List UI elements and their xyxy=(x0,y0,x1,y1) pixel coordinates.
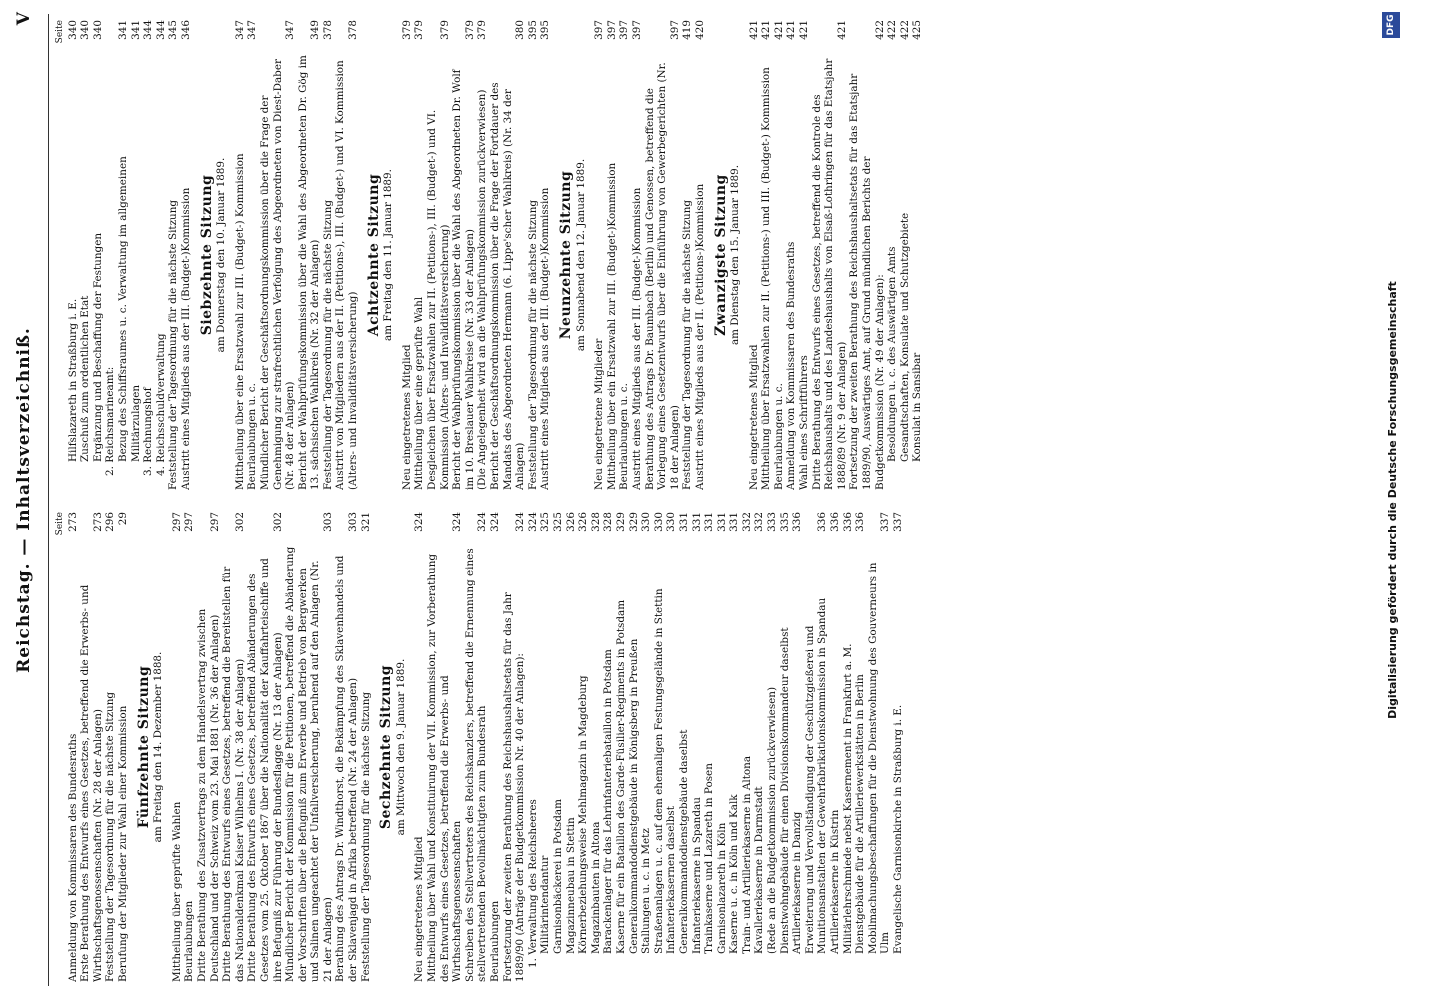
toc-entry-page: 421 xyxy=(772,20,785,40)
toc-entry xyxy=(180,20,193,490)
toc-entry-text: Beurlaubungen u. c. xyxy=(246,383,259,490)
toc-entry xyxy=(539,20,552,490)
toc-entry xyxy=(246,20,259,490)
left-column xyxy=(54,512,1394,982)
section-date: am Donnerstag den 10. Januar 1889. xyxy=(215,157,228,353)
toc-entry xyxy=(413,20,426,490)
right-top-entries xyxy=(67,20,193,490)
toc-entry-page: 421 xyxy=(760,20,773,40)
toc-entry-text: Garnisonbäckerei in Potsdam xyxy=(551,799,564,954)
toc-entry-text: Erweiterung und Vervollständigung der Geschützgießerei und Munitionsanstalten der Gewehrfabrikationskommission in Spandau xyxy=(803,597,829,954)
toc-entry xyxy=(360,512,373,982)
toc-entry xyxy=(92,20,105,490)
toc-entry xyxy=(753,512,766,982)
toc-entry xyxy=(590,512,603,982)
toc-entry xyxy=(246,512,284,982)
toc-entry-text: Berathung des Antrags Dr. Baumbach (Berlin) und Genossen, betreffend die Vorlegung eines Gesetzentwurfs über die Einführung von Gewerbegerichten (Nr. 18 der Anlagen) xyxy=(643,62,681,490)
toc-entry-text: Barackenlager für das Lehrinfanteriebataillon in Potsdam xyxy=(602,649,615,954)
toc-entry xyxy=(234,20,247,490)
toc-entry-page: 379 xyxy=(400,20,413,40)
toc-entry-text: Generalkommandodienstgebäude daselbst xyxy=(677,729,690,954)
toc-entry-text: Fortsetzung der zweiten Berathung des Reichshaushaltsetats für das Etatsjahr 1889/90, Auswärtiges Amt, auf Grund mündlichen Berichts der Budgetkommission (Nr. 49 der Anlagen): xyxy=(848,73,886,490)
toc-entry-page: 297 xyxy=(183,512,196,532)
toc-entry-page: 397 xyxy=(605,20,618,40)
section-entries xyxy=(401,20,552,490)
toc-entry-page: 324 xyxy=(514,512,527,532)
toc-entry-text: Mobilmachungsbeschaffungen für die Dienstwohnung des Gouverneurs in Ulm xyxy=(866,562,892,954)
toc-entry xyxy=(539,512,552,982)
toc-entry xyxy=(527,20,540,490)
toc-entry xyxy=(653,512,666,982)
toc-entry-text: Austritt eines Mitglieds aus der III. (Budget-)Kommission xyxy=(539,187,552,490)
page-header xyxy=(8,0,44,1000)
toc-entry xyxy=(577,512,590,982)
toc-entry-text: Ergänzung und Beschaffung der Festungen xyxy=(91,232,104,462)
toc-entry-text: Evangelische Garnisonkirche in Straßburg i. E. xyxy=(892,704,904,954)
toc-entry xyxy=(104,512,117,982)
toc-entry-text: Austritt eines Mitglieds aus der II. (Petitions-)Kommission xyxy=(693,183,706,490)
toc-entry-text: Stallungen u. c. in Metz xyxy=(640,828,653,954)
toc-entry-text: Bericht der Geschäftsordnungskommission über die Frage der Fortdauer des Mandats des Abgeordneten Hermann (6. Lippe'scher Wahlkreis) (Nr. 34 der Anlagen) xyxy=(489,82,527,490)
header-rule xyxy=(48,14,49,986)
toc-entry-text: 3. Rechnungshof xyxy=(142,387,155,476)
toc-entry-text: Neu eingetretenes Mitglied xyxy=(747,344,760,490)
dfg-credit: Digitalisierung gefördert durch die Deutsche Forschungsgemeinschaft xyxy=(1386,281,1399,719)
toc-entry-text: Austritt eines Mitglieds aus der III. (Budget-)Kommission xyxy=(179,187,192,490)
toc-entry-text: Mittheilung über eine geprüfte Wahl xyxy=(413,296,426,490)
toc-entry-page: 303 xyxy=(347,512,360,532)
toc-entry-page: 345 xyxy=(167,20,180,40)
toc-entry xyxy=(618,20,631,490)
toc-entry xyxy=(259,20,297,490)
section-heading: Zwanzigste Sitzung xyxy=(712,174,729,336)
page-number: V xyxy=(14,12,34,26)
toc-entry-text: Dienstgebäude für die Artilleriewerkstätten in Berlin xyxy=(854,674,867,954)
toc-entry xyxy=(842,512,855,982)
toc-entry xyxy=(741,512,754,982)
toc-entry-text: Neu eingetretene Mitglieder xyxy=(593,338,606,490)
toc-entry-page: 422 xyxy=(886,20,899,40)
toc-entry-text: Besoldungen u. c. des Auswärtigen Amts xyxy=(886,246,899,462)
toc-entry-text: Fortsetzung der zweiten Berathung des Reichshaushaltsetats für das Jahr 1889/90 (Anträge der Budgetkommission Nr. 40 der Anlagen): xyxy=(501,592,527,982)
toc-entry xyxy=(117,512,130,982)
toc-entry xyxy=(791,512,804,982)
seite-label: Seite xyxy=(55,512,65,536)
toc-entry-page: 329 xyxy=(627,512,640,532)
toc-entry-text: Dritte Berathung des Zusatzvertrags zu dem Handelsvertrag zwischen Deutschland und der Schweiz vom 23. Mai 1881 (Nr. 36 der Anlagen) xyxy=(195,608,221,982)
toc-entry-page: 337 xyxy=(892,512,904,532)
toc-entry xyxy=(691,512,704,982)
toc-entry-page: 336 xyxy=(829,512,842,532)
toc-entry-page: 397 xyxy=(593,20,606,40)
toc-entry-text: Austritt von Mitgliedern aus der II. (Petitions-), III. (Budget-) und VI. Kommission (Alters- und Invaliditätsversicherung) xyxy=(334,60,360,490)
toc-entry xyxy=(167,20,180,490)
toc-entry xyxy=(606,20,619,490)
toc-entry-page: 335 xyxy=(778,512,791,532)
toc-entry-text: Bericht der Wahlprüfungskommission über die Wahl des Abgeordneten Dr. Wolf im 10. Breslauer Wahlkreise (Nr. 33 der Anlagen) xyxy=(451,69,476,490)
toc-entry-text: Neu eingetretenes Mitglied xyxy=(413,836,426,982)
toc-entry-text: Artilleriekaserne in Danzig xyxy=(791,811,804,954)
toc-entry xyxy=(640,512,653,982)
toc-entry xyxy=(602,512,615,982)
toc-entry-page: 328 xyxy=(589,512,602,532)
toc-entry-page: 395 xyxy=(539,20,552,40)
toc-entry xyxy=(779,512,792,982)
toc-entry-page: 379 xyxy=(413,20,426,40)
toc-entry xyxy=(665,512,678,982)
toc-entry-page: 324 xyxy=(413,512,426,532)
toc-entry-page: 321 xyxy=(359,512,372,532)
toc-entry xyxy=(593,20,606,490)
toc-entry-text: Garnisonlazareth in Köln xyxy=(715,822,728,954)
section-entries xyxy=(593,20,706,490)
toc-entry-text: Dritte Berathung des Entwurfs eines Gesetzes, betreffend Abänderungen des Gesetzes vom 25. Oktober 1867 über die Nationalität der Kauffahrteischiffe und ihre Befugniß zur Führung der Bundesflagge (Nr. 13 der Anlagen) xyxy=(246,558,284,982)
toc-entry-page: 336 xyxy=(854,512,867,532)
toc-entry-page: 421 xyxy=(747,20,760,40)
toc-entry-page: 425 xyxy=(911,20,924,40)
toc-entry-page: 331 xyxy=(677,512,690,532)
left-top-entries xyxy=(67,512,130,982)
toc-entry-page: 379 xyxy=(438,20,451,40)
toc-entry-page: 329 xyxy=(614,512,627,532)
toc-entry-page: 419 xyxy=(681,20,694,40)
toc-entry-text: Mittheilung über geprüfte Wahlen xyxy=(170,801,183,982)
toc-entry-page: 397 xyxy=(630,20,643,40)
toc-entry xyxy=(196,512,221,982)
toc-entry-page: 330 xyxy=(665,512,678,532)
toc-entry-text: Mittheilung über eine Ersatzwahl zur III. (Budget-) Kommission xyxy=(233,153,246,490)
toc-entry-text: Anmeldung von Kommissaren des Bundesraths xyxy=(66,733,79,982)
toc-entry-page: 378 xyxy=(321,20,334,40)
toc-entry-text: Berathung des Antrags Dr. Windthorst, die Bekämpfung des Sklavenhandels und der Sklavenjagd in Afrika betreffend (Nr. 24 der Anlagen) xyxy=(334,555,360,982)
toc-entry xyxy=(476,20,489,490)
section-entries xyxy=(171,512,373,982)
toc-entry xyxy=(785,20,798,490)
toc-entry-page: 421 xyxy=(785,20,798,40)
toc-entry-text: Magazinneubau in Stettin xyxy=(564,817,577,954)
toc-entry-page: 340 xyxy=(91,20,104,40)
right-column xyxy=(54,20,1394,490)
toc-entry xyxy=(502,512,527,982)
toc-entry xyxy=(117,20,130,490)
toc-entry xyxy=(867,512,892,982)
toc-entry-text: Feststellung der Tagesordnung für die nächste Sitzung xyxy=(526,199,539,490)
toc-entry-text: Mittheilung über Ersatzwahlen zur II. (Petitions-) und III. (Budget-) Kommission xyxy=(760,67,773,490)
toc-entry xyxy=(798,20,811,490)
toc-entry-page: 397 xyxy=(618,20,631,40)
toc-entry xyxy=(615,512,628,982)
toc-entry-text: Bericht der Wahlprüfungskommission über die Wahl des Abgeordneten Dr. Gög im 13. sächsischen Wahlkreis (Nr. 32 der Anlagen) xyxy=(296,55,322,490)
toc-entry-page: 296 xyxy=(104,512,117,532)
toc-entry-text: Trainkaserne und Lazareth in Posen xyxy=(703,763,716,954)
toc-entry-page: 297 xyxy=(170,512,183,532)
section-heading: Neunzehnte Sitzung xyxy=(557,170,574,340)
toc-entry-text: Mittheilung über ein Ersatzwahl zur III. (Budget-)Kommission xyxy=(605,162,618,490)
toc-entry xyxy=(748,20,761,490)
toc-entry-page: 325 xyxy=(551,512,564,532)
toc-entry xyxy=(451,20,476,490)
toc-entry-page: 378 xyxy=(347,20,360,40)
toc-entry xyxy=(104,20,117,490)
section-date: am Dienstag den 15. Januar 1889. xyxy=(729,164,742,346)
toc-entry-page: 326 xyxy=(564,512,577,532)
toc-entry-page: 420 xyxy=(693,20,706,40)
toc-entry-text: Kaserne u. c. in Köln und Kalk xyxy=(728,794,741,954)
toc-entry xyxy=(678,512,691,982)
toc-entry xyxy=(899,20,912,490)
page-title: Reichstag. — Inhaltsverzeichniß. xyxy=(14,327,34,673)
toc-entry xyxy=(334,20,359,490)
toc-entry-page: 297 xyxy=(208,512,221,532)
toc-entry-text: Kaserne für ein Bataillon des Garde-Füsilier-Regiments in Potsdam xyxy=(614,599,627,954)
toc-entry xyxy=(183,512,196,982)
toc-entry-text: (Die Angelegenheit wird an die Wahlprüfungskommission zurückverwiesen) xyxy=(476,89,489,490)
toc-entry-page: 330 xyxy=(652,512,665,532)
toc-entry xyxy=(284,512,334,982)
toc-entry-page: 379 xyxy=(463,20,476,40)
toc-entry xyxy=(631,20,644,490)
toc-entry-text: Magazinbauten in Altona xyxy=(589,821,602,954)
toc-entry xyxy=(489,20,527,490)
toc-entry xyxy=(322,20,335,490)
toc-entry xyxy=(464,512,489,982)
toc-entry xyxy=(854,512,867,982)
toc-entry-page: 379 xyxy=(476,20,489,40)
section-entries xyxy=(748,20,924,490)
toc-entry-text: 2. Reichsmarineamt: xyxy=(104,366,117,476)
section-heading: Siebzehnte Sitzung xyxy=(198,174,215,336)
toc-entry-page: 422 xyxy=(898,20,911,40)
toc-entry-text: Gesandtschaften, Konsulate und Schutzgebiete xyxy=(898,212,911,462)
toc-entry xyxy=(527,512,540,982)
toc-entry-page: 336 xyxy=(816,512,829,532)
toc-entry-page: 333 xyxy=(766,512,779,532)
toc-entry-text: Konsulat in Sansibar xyxy=(911,352,924,462)
page-footer xyxy=(1380,0,1420,1000)
toc-entry-text: Dienstwohngebäude für einen Divisionskommandeur daselbst xyxy=(778,627,791,954)
toc-entry-page: 331 xyxy=(715,512,728,532)
toc-entry xyxy=(565,512,578,982)
toc-entry-page: 341 xyxy=(116,20,129,40)
toc-entry-page: 337 xyxy=(879,512,892,532)
toc-entry-page: 302 xyxy=(233,512,246,532)
toc-entry xyxy=(728,512,741,982)
toc-entry xyxy=(628,512,641,982)
toc-entry-text: Beurlaubungen xyxy=(183,900,196,982)
toc-entry xyxy=(171,512,184,982)
toc-entry xyxy=(67,512,80,982)
section-heading: Achtzehnte Sitzung xyxy=(365,173,382,337)
toc-entry xyxy=(766,512,779,982)
toc-entry xyxy=(681,20,694,490)
toc-entry-text: Train- und Artilleriekaserne in Altona xyxy=(740,755,753,954)
section-date: am Sonnabend den 12. Januar 1889. xyxy=(574,158,587,352)
toc-entry-text: Militärintendantur xyxy=(539,855,552,954)
toc-entry-text: Beurlaubungen u. c. xyxy=(618,383,631,490)
toc-entry-page: 324 xyxy=(451,512,464,532)
toc-entry-page: 330 xyxy=(640,512,653,532)
toc-entry-text: Neu eingetretenes Mitglied xyxy=(400,344,413,490)
seite-label: Seite xyxy=(55,20,65,44)
toc-entry-page: 340 xyxy=(66,20,79,40)
section-entries xyxy=(413,512,904,982)
toc-entry-page: 324 xyxy=(526,512,539,532)
toc-entry xyxy=(911,20,924,490)
toc-entry xyxy=(773,20,786,490)
toc-entry xyxy=(489,512,502,982)
toc-entry-text: Militärlehrschmiede nebst Kasernement in Frankfurt a. M. xyxy=(841,643,854,954)
toc-entry-page: 380 xyxy=(514,20,527,40)
section-entries xyxy=(234,20,360,490)
toc-entry-page: 349 xyxy=(309,20,322,40)
toc-entry-text: 4. Reichsschuldverwaltung xyxy=(154,333,167,476)
toc-entry-text: Anmeldung von Kommissaren des Bundesraths xyxy=(785,241,798,490)
toc-entry-text: Schreiben des Stellvertreters des Reichskanzlers, betreffend die Ernennung eines stellvertretenden Bevollmächtigten zum Bundesrath xyxy=(463,548,489,982)
toc-entry-text: Feststellung der Tagesordnung für die nächste Sitzung xyxy=(321,199,334,490)
toc-entry-text: 1. Verwaltung des Reichsheeres xyxy=(526,799,539,968)
toc-entry-page: 324 xyxy=(476,512,489,532)
toc-entry-page: 331 xyxy=(728,512,741,532)
toc-entry-text: Körnerbeziehungsweise Mehlmagazin in Magdeburg xyxy=(577,675,590,954)
toc-entry-page: 340 xyxy=(79,20,92,40)
toc-entry-text: Infanteriekasernen daselbst xyxy=(665,806,678,954)
toc-entry xyxy=(426,512,464,982)
toc-entry xyxy=(130,20,143,490)
toc-entry-page: 336 xyxy=(791,512,804,532)
toc-entry-page: 326 xyxy=(577,512,590,532)
toc-entry xyxy=(892,512,905,982)
toc-entry-page: 331 xyxy=(703,512,716,532)
toc-entry xyxy=(760,20,773,490)
toc-entry-text: (Rede an die Budgetkommission zurückverwiesen) xyxy=(766,686,779,954)
toc-entry-page: 332 xyxy=(740,512,753,532)
toc-entry-page: 346 xyxy=(179,20,192,40)
toc-entry-page: 347 xyxy=(233,20,246,40)
toc-entry-text: Dritte Berathung des Entwurfs eines Gesetzes, betreffend die Kontrole des Reichshaushalts und des Landeshaushalts von Elsaß-Lothringen für das Etatsjahr 1888/89 (Nr. 9 der Anlagen) xyxy=(810,58,848,490)
toc-entry xyxy=(413,512,426,982)
toc-entry-text: Desgleichen über Ersatzwahlen zur II. (Petitions-), III. (Budget-) und VI. Kommission (Alters- und Invaliditätsversicherung) xyxy=(426,109,451,490)
toc-entry xyxy=(694,20,707,490)
toc-entry xyxy=(221,512,246,982)
toc-entry-page: 332 xyxy=(753,512,766,532)
toc-entry xyxy=(716,512,729,982)
toc-entry-text: Mündlicher Bericht der Kommission für die Petitionen, betreffend die Abänderung der Vorschriften über die Befugniß zum Erwerbe und Betrieb von Bergwerken und Salinen ungeachtet der Unfallversicherung, beruhend auf den Anlagen (Nr. 21 der Anlagen) xyxy=(284,546,334,982)
toc-entry-text: Bezug des Schiffsraumes u. c. Verwaltung im allgemeinen xyxy=(116,156,129,462)
toc-entry-page: 341 xyxy=(129,20,142,40)
toc-entry-page: 324 xyxy=(489,512,501,532)
toc-entry xyxy=(79,512,104,982)
toc-entry-page: 347 xyxy=(246,20,259,40)
toc-entry-page: 422 xyxy=(873,20,886,40)
toc-entry-text: Feststellung der Tagesordnung für die nächste Sitzung xyxy=(681,199,694,490)
section-date: am Freitag den 14. Dezember 1888. xyxy=(152,651,165,843)
toc-entry-page: 302 xyxy=(271,512,284,532)
toc-entry xyxy=(703,512,716,982)
toc-entry-text: Mittheilung über Wahl und Konstituirung der VII. Kommission, zur Vorberathung des Entwurfs eines Gesetzes, betreffend die Erwerbs- und Wirthschaftsgenossenschaften xyxy=(426,553,464,982)
toc-entry-text: Erste Berathung des Entwurfs eines Gesetzes, betreffend die Erwerbs- und Wirthschaftsgenossenschaften (Nr. 28 der Anlagen) xyxy=(79,584,104,982)
toc-entry xyxy=(334,512,359,982)
toc-entry xyxy=(155,20,168,490)
toc-entry-page: 325 xyxy=(539,512,552,532)
toc-entry-page: 273 xyxy=(91,512,104,532)
toc-entry xyxy=(644,20,682,490)
toc-entry-page: 29 xyxy=(116,512,129,526)
toc-entry xyxy=(829,512,842,982)
toc-entry xyxy=(552,512,565,982)
toc-entry-page: 303 xyxy=(321,512,334,532)
section-heading: Fünfzehnte Sitzung xyxy=(135,665,152,829)
toc-entry-text: Straßenanlagen u. c. auf dem ehemaligen Festungsgelände in Stettin xyxy=(652,588,665,954)
toc-entry-text: Generalkommandodienstgebäude in Königsberg in Preußen xyxy=(627,638,640,954)
toc-entry-page: 344 xyxy=(154,20,167,40)
toc-entry-text: Dritte Berathung des Entwurfs eines Gesetzes, betreffend die Bereitstellen für das Nationaldenkmal Kaiser Wilhelms I. (Nr. 38 der Anlagen) xyxy=(221,566,246,982)
toc-entry-page: 328 xyxy=(602,512,615,532)
toc-entry xyxy=(142,20,155,490)
toc-entry-page: 336 xyxy=(841,512,854,532)
toc-entry xyxy=(804,512,829,982)
toc-entry-text: Feststellung der Tagesordnung für die nächste Sitzung xyxy=(104,691,117,982)
toc-entry xyxy=(886,20,899,490)
toc-entry-text: Artilleriekaserne in Küstrin xyxy=(829,809,842,954)
toc-entry-text: Beurlaubungen u. c. xyxy=(772,383,785,490)
toc-entry xyxy=(811,20,849,490)
toc-entry-text: Wahl eines Schriftführers xyxy=(798,355,811,490)
toc-entry xyxy=(401,20,414,490)
toc-entry xyxy=(848,20,886,490)
toc-entry-text: Hilfslazareth in Straßburg i. E. xyxy=(66,298,79,462)
toc-entry xyxy=(426,20,451,490)
toc-entry-page: 331 xyxy=(690,512,703,532)
toc-entry-text: Militärzulagen xyxy=(129,384,142,462)
toc-entry-text: Zuschuß zum ordentlichen Etat xyxy=(79,295,92,462)
toc-entry-text: Infanteriekaserne in Spandau xyxy=(690,797,703,954)
toc-entry xyxy=(79,20,92,490)
toc-entry-text: Austritt eines Mitglieds aus der III. (Budget-)Kommission xyxy=(630,187,643,490)
toc-entry-page: 397 xyxy=(668,20,681,40)
toc-entry-text: Berufung der Mitglieder zur Wahl einer Kommission xyxy=(116,705,129,982)
toc-entry-page: 344 xyxy=(142,20,155,40)
toc-entry-text: Kavalleriekaserne in Darmstadt xyxy=(753,786,766,954)
section-date: am Freitag den 11. Januar 1889. xyxy=(382,169,395,341)
toc-entry-text: Feststellung der Tagesordnung für die nächste Sitzung xyxy=(359,691,372,982)
section-heading: Sechzehnte Sitzung xyxy=(378,664,395,830)
section-date: am Mittwoch den 9. Januar 1889. xyxy=(394,658,407,836)
toc-entry-page: 421 xyxy=(798,20,811,40)
toc-entry-page: 421 xyxy=(835,20,848,40)
toc-entry xyxy=(297,20,322,490)
toc-entry-page: 273 xyxy=(66,512,79,532)
toc-entry xyxy=(67,20,80,490)
dfg-logo: DFG xyxy=(1382,12,1400,38)
toc-entry-page: 395 xyxy=(526,20,539,40)
toc-entry-page: 347 xyxy=(284,20,297,40)
toc-entry-text: Mündlicher Bericht der Geschäftsordnungskommission über die Frage der Genehmigung zur strafrechtlichen Verfolgung des Abgeordneten von Diest-Daber (Nr. 48 der Anlagen) xyxy=(258,59,297,490)
toc-entry-text: Feststellung der Tagesordnung für die nächste Sitzung xyxy=(167,199,180,490)
toc-entry-text: Beurlaubungen xyxy=(489,900,501,982)
